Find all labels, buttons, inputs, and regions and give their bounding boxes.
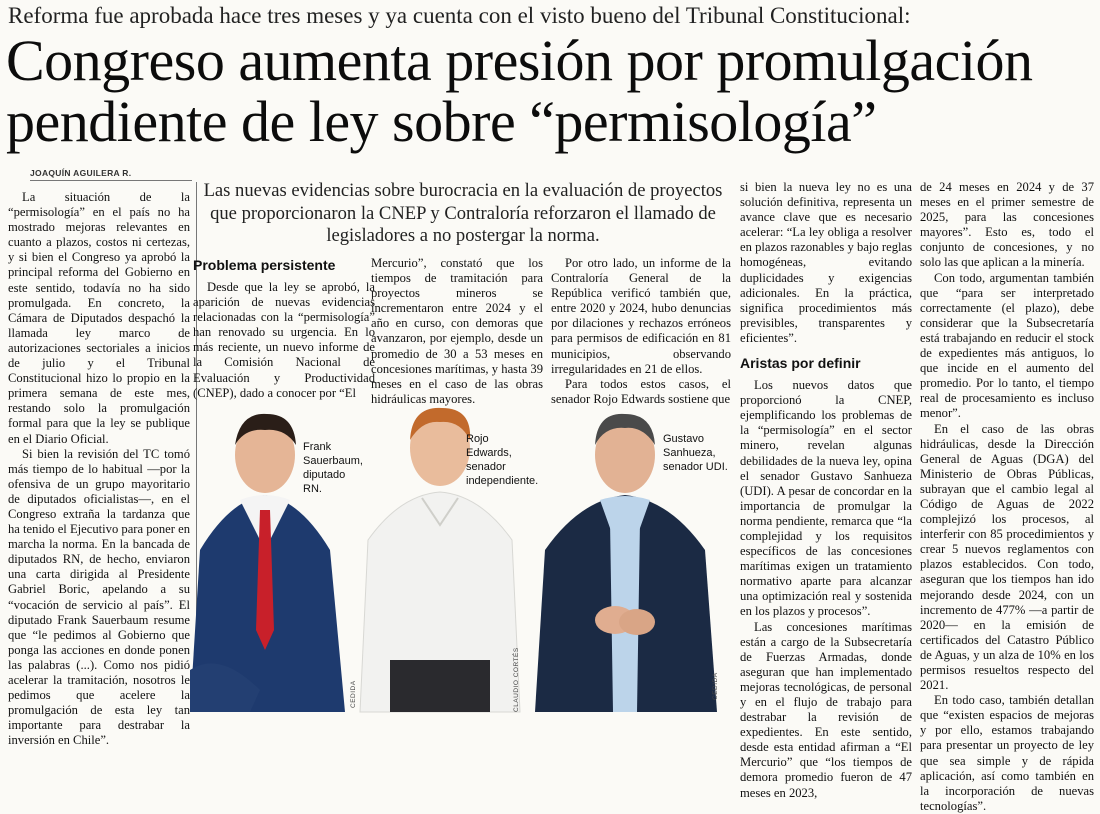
- column-4: [551, 256, 731, 406]
- column-6-paragraph-3: En el caso de las obras hidráulicas, desde la Dirección General de Aguas (DGA) del Ministerio de Obras Públicas, subrayan que el cambio legal al Código de Aguas de 2022 complejizó los procesos, al interferir con 85 procedimientos y crear 5 nuevos reglamentos con plazos establecidos. Con todo, aseguran que los tiempos han ido mejorando desde 2024, con un incremento de 477% —a partir de 2020— en la emisión de certificados del Catastro Público de Aguas, y un alza de 10% en los permisos resueltos respecto del 2021.: [920, 421, 1094, 693]
- subhead-aristas-por-definir: Aristas por definir: [740, 355, 861, 372]
- column-6-paragraph-1: de 24 meses en 2024 y de 37 meses en el primer semestre de 2025, para las concesiones mayores”. Esto es, todo el conjunto de concesiones, y no solo las que aplican a la minería.: [920, 180, 1094, 270]
- column-5-paragraph-2: Los nuevos datos que proporcionó la CNEP, ejemplificando los problemas de la “permisología” en el sector minero, revelan algunas debilidades de la nueva ley, opina el senador Gustavo Sanhueza (UDI). A pesar de concordar en la importancia de promulgar la norma pendiente, remarca que “la complejidad y los requisitos específicos de las concesiones marítimas exigen un tratamiento normativo aparte para alcanzar una optimización real y sostenida en los plazos y procesos”.: [740, 378, 912, 619]
- column-6-paragraph-4: En todo caso, también detallan que “existen espacios de mejoras y por ello, estamos trabajando para presentar un proyecto de ley que sea simple y de rápida aplicación, así como también en la incorporación de nuevas tecnologías”.: [920, 693, 1094, 813]
- caption-gustavo-sanhueza: Gustavo Sanhueza, senador UDI.: [663, 433, 728, 473]
- column-6: [920, 180, 1094, 813]
- column-3-paragraph-1: Mercurio”, constató que los tiempos de tramitación para proyectos mineros se incrementaron entre 2024 y el año en curso, con demoras que avanzaron, por ejemplo, desde un promedio de 30 a 53 meses en concesiones marítimas, y hasta 39 meses en el caso de las obras hidráulicas mayores.: [371, 256, 543, 406]
- column-4-paragraph-2: Para todos estos casos, el senador Rojo Edwards sostiene que: [551, 376, 731, 406]
- column-1: [8, 190, 190, 748]
- headline-line-2: pendiente de ley sobre “permisología”: [6, 89, 877, 154]
- headline: [6, 30, 1100, 152]
- credit-photo-2: CLAUDIO CORTÉS: [513, 647, 520, 712]
- column-2: [193, 256, 375, 400]
- column-4-paragraph-1: Por otro lado, un informe de la Contraloría General de la República verificó también que, entre 2020 y 2024, hubo denuncias por dilaciones y rechazos erróneos para permisos de edificación en 81 municipios, observando irregularidades en 21 de ellos.: [551, 256, 731, 376]
- subhead-problema-persistente: Problema persistente: [193, 257, 336, 273]
- credit-photo-3: CEDIDA: [712, 672, 719, 700]
- column-2-paragraph-1: Desde que la ley se aprobó, la aparición de nuevas evidencias relacionadas con la “permisología” han renovado su urgencia. En lo más reciente, un nuevo informe de la Comisión Nacional de Evaluación y Productividad (CNEP), dado a conocer por “El: [193, 280, 375, 400]
- credit-photo-1: CEDIDA: [350, 680, 357, 708]
- column-6-paragraph-2: Con todo, argumentan también que “para ser interpretado correctamente (el plazo), debe considerar que la Subsecretaría está trabajando en reducir el stock de expedientes más antiguos, lo que incide en el aumento del promedio. Por lo tanto, el tiempo real de procesamiento es incluso menor”.: [920, 270, 1094, 421]
- headline-line-1: Congreso aumenta presión por promulgación: [6, 28, 1033, 93]
- column-3: [371, 256, 543, 406]
- kicker: Reforma fue aprobada hace tres meses y ya cuenta con el visto bueno del Tribunal Constitucional:: [8, 3, 911, 28]
- caption-frank-sauerbaum: Frank Sauerbaum, diputado RN.: [303, 441, 363, 495]
- caption-rojo-edwards: Rojo Edwards, senador independiente.: [466, 433, 539, 487]
- column-5-paragraph-3: Las concesiones marítimas están a cargo de la Subsecretaría de Fuerzas Armadas, donde aseguran que han implementado mejoras tecnológicas, de personal y en el flujo de trabajo para destrabar la revisión de expedientes. En este sentido, desde esta entidad afirman a “El Mercurio” que “los tiempos de demora promedio fueron de 47 meses en 2023,: [740, 619, 912, 800]
- column-5: [740, 180, 912, 800]
- column-1-paragraph-1: La situación de la “permisología” en el país no ha mostrado mejoras relevantes en cuanto a plazos, costos ni certezas, y si bien el Congreso ya aprobó la principal reforma del Gobierno en este sentido, todavía no ha sido promulgada. En concreto, la Cámara de Diputados despachó la llamada ley marco de autorizaciones sectoriales a inicios de julio y el Tribunal Constitucional hizo lo propio en la primera semana de este mes, restando solo la promulgación formal para que la ley se publique en el Diario Oficial.: [8, 190, 190, 446]
- column-5-paragraph-1: si bien la nueva ley no es una solución definitiva, representa un avance clave que es necesario acelerar: “La ley obliga a resolver en plazos razonables y bajo reglas homogéneas, evitando duplicidades y exigencias adicionales. En la práctica, significa procedimientos más previsibles, transparentes y eficientes”.: [740, 180, 912, 345]
- lead-deck: Las nuevas evidencias sobre burocracia en la evaluación de proyectos que proporcionaron la CNEP y Contraloría reforzaron el llamado de legisladores a no postergar la norma.: [203, 180, 723, 246]
- byline: JOAQUÍN AGUILERA R.: [30, 168, 132, 178]
- byline-rule: [30, 180, 192, 181]
- column-1-paragraph-2: Si bien la revisión del TC tomó más tiempo de lo habitual —por la ofensiva de un grupo mayoritario de diputados oficialistas—, en el Congreso extraña la tardanza que ha tenido el Ejecutivo para poner en marcha la norma. En la bancada de diputados RN, de hecho, enviaron una carta dirigida al Presidente Gabriel Boric, apelando a su “vocación de servicio al país”. El diputado Frank Sauerbaum resume que “le pedimos al Gobierno que ponga las acciones en donde ponen las palabras (...). Como nos pidió acelerar la tramitación, nosotros le pedimos que acelere la promulgación de esta ley tan importante para destrabar la inversión en Chile”.: [8, 446, 190, 748]
